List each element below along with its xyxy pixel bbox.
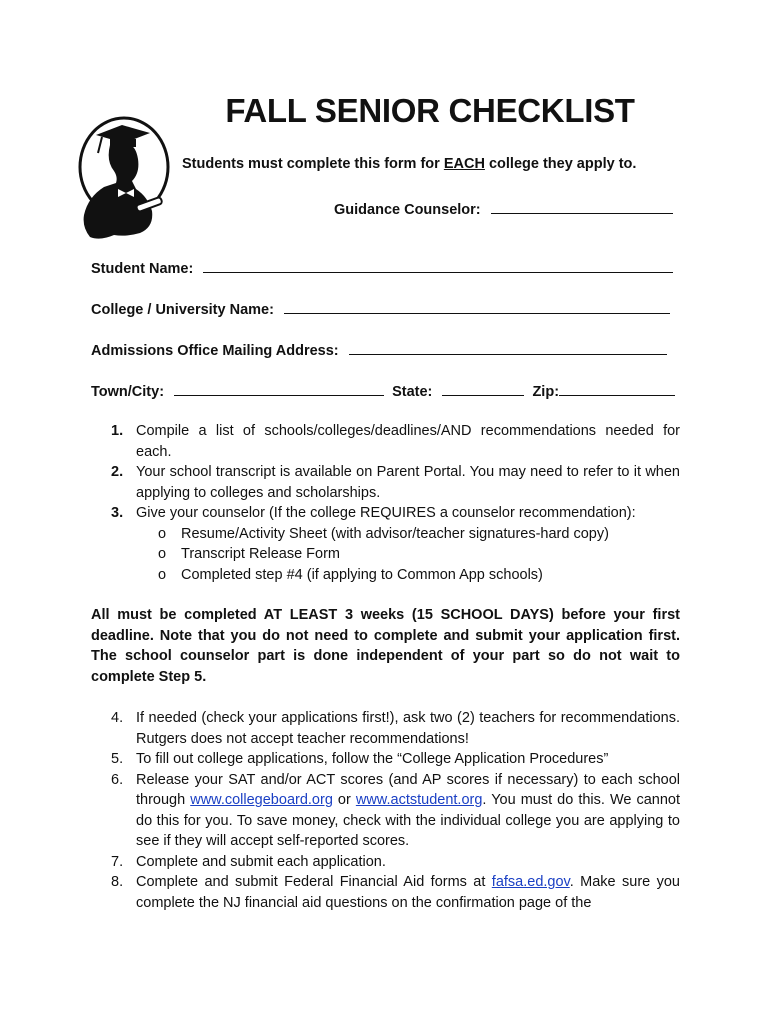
- state-label: State:: [392, 384, 433, 400]
- guidance-counselor-label: Guidance Counselor:: [334, 202, 481, 218]
- step-text: Give your counselor (If the college REQUIRES a counselor recommendation):: [136, 505, 636, 521]
- subtitle-after: college they apply to.: [484, 156, 637, 172]
- step-text: Your school transcript is available on Parent Portal. You may need to refer to it when applying to colleges and scholarships.: [136, 464, 680, 501]
- step-number: 7.: [111, 853, 124, 870]
- fafsa-link[interactable]: fafsa.ed.gov: [491, 874, 570, 890]
- bullet-o: o: [158, 546, 167, 562]
- sub-list-item: [136, 524, 680, 545]
- subtitle: [182, 156, 636, 172]
- sub-list-item: [136, 544, 680, 565]
- college-name-row: [91, 299, 670, 318]
- subtitle-emphasis: EACH: [443, 156, 485, 172]
- list-item-step-8: [108, 872, 680, 913]
- bullet-o: o: [158, 525, 167, 542]
- guidance-counselor-line[interactable]: [491, 199, 673, 214]
- sub-list-item: [136, 565, 680, 586]
- step-3-sublist: [136, 524, 680, 586]
- step-number: 2.: [111, 464, 124, 480]
- step-number: 3.: [111, 505, 124, 521]
- step-number: 6.: [111, 771, 124, 788]
- step-text: Complete and submit each application.: [136, 853, 386, 870]
- admissions-address-row: [91, 340, 667, 359]
- step-text-part: or: [332, 792, 356, 808]
- list-item-step-3: [108, 503, 680, 585]
- guidance-counselor-row: [334, 199, 673, 218]
- checklist-steps-4-8: [108, 708, 680, 913]
- town-city-line[interactable]: [174, 381, 384, 396]
- checklist-steps-1-3: [108, 421, 680, 585]
- student-name-row: [91, 258, 673, 277]
- step-text-part: . Make sure you complete the NJ financial aid questions on the confirmation page of the: [136, 874, 680, 911]
- list-item-step-5: [108, 749, 680, 770]
- town-city-label: Town/City:: [91, 384, 165, 400]
- subtitle-before: Students must complete this form for: [182, 156, 444, 172]
- student-name-line[interactable]: [203, 258, 673, 273]
- sub-item-text: Resume/Activity Sheet (with advisor/teacher signatures-hard copy): [181, 525, 609, 542]
- town-state-zip-row: [91, 381, 675, 400]
- step-text: If needed (check your applications first!), ask two (2) teachers for recommendations. Rutgers does not accept teacher recommendations!: [136, 710, 680, 747]
- list-item-step-4: [108, 708, 680, 749]
- actstudent-link[interactable]: www.actstudent.org: [355, 792, 483, 808]
- bullet-o: o: [158, 566, 167, 583]
- step-number: 8.: [111, 874, 124, 890]
- step-number: 5.: [111, 751, 124, 767]
- step-text-part: Complete and submit Federal Financial Aid forms at: [136, 874, 492, 890]
- collegeboard-link[interactable]: www.collegeboard.org: [190, 792, 333, 808]
- page-title: FALL SENIOR CHECKLIST: [225, 92, 635, 129]
- sub-item-text: Completed step #4 (if applying to Common App schools): [181, 566, 543, 583]
- admissions-address-line[interactable]: [349, 340, 667, 355]
- student-name-label: Student Name:: [91, 261, 194, 277]
- list-item-step-1: [108, 421, 680, 462]
- admissions-address-label: Admissions Office Mailing Address:: [91, 343, 339, 359]
- list-item-step-6: [108, 770, 680, 852]
- list-item-step-7: [108, 852, 680, 873]
- list-item-step-2: [108, 462, 680, 503]
- graduate-silhouette-logo: [74, 115, 174, 243]
- deadline-warning: All must be completed AT LEAST 3 weeks (15 SCHOOL DAYS) before your first deadline. Note that you do not need to complete and submit your application first. The school counselor part is done independent of your part so do not wait to complete Step 5.: [91, 607, 680, 685]
- step-text: Compile a list of schools/colleges/deadlines/AND recommendations needed for each.: [136, 423, 680, 460]
- step-number: 4.: [111, 710, 124, 726]
- college-name-label: College / University Name:: [91, 302, 274, 318]
- sub-item-text: Transcript Release Form: [181, 546, 341, 562]
- step-number: 1.: [111, 423, 124, 439]
- state-line[interactable]: [442, 381, 524, 396]
- zip-line[interactable]: [559, 381, 675, 396]
- step-text: To fill out college applications, follow the “College Application Procedures”: [136, 751, 609, 767]
- college-name-line[interactable]: [284, 299, 670, 314]
- step-text-part: . You must do this. We cannot do this for you. To save money, check with the individual college you are applying to see if they will accept self-reported scores.: [136, 792, 680, 849]
- zip-label: Zip:: [532, 384, 560, 400]
- step-text-part: Release your SAT and/or ACT scores (and AP scores if necessary) to each school through: [136, 771, 680, 808]
